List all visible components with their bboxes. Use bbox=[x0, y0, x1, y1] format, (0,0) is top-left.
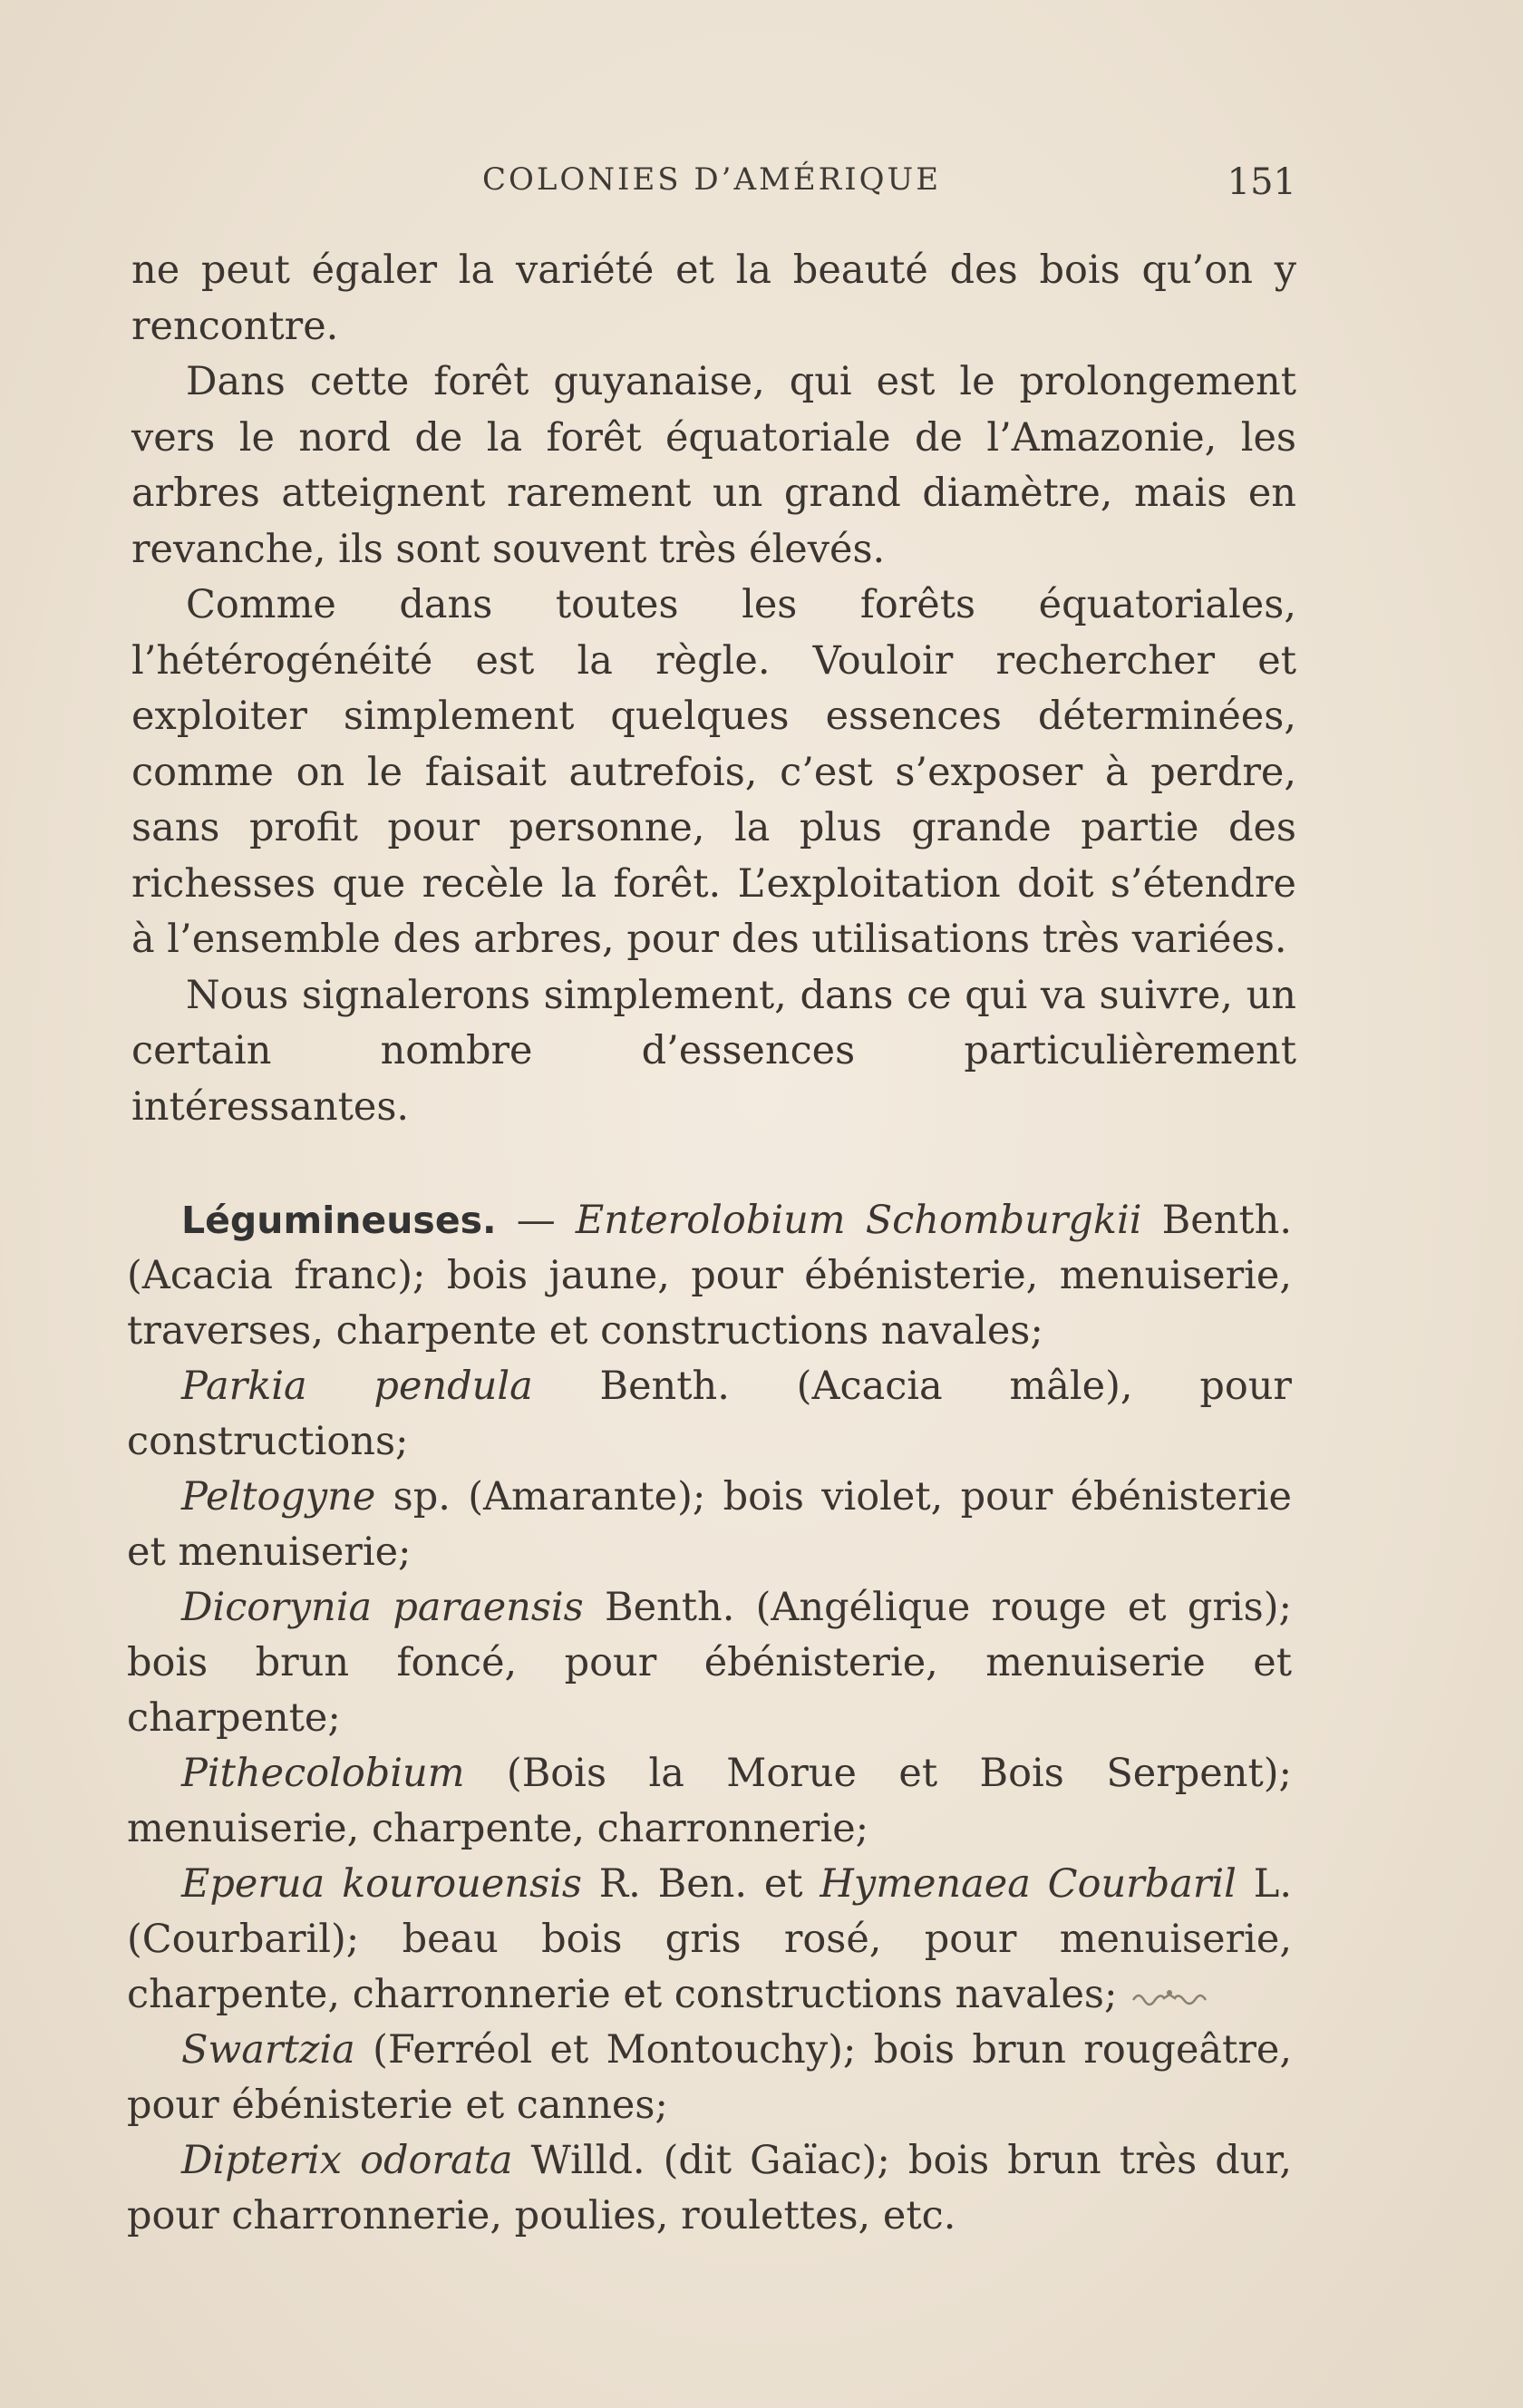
paragraph-3: Comme dans toutes les forêts équatoriales, l’hétérogénéité est la règle. Vouloir rechercher et exploiter simplement quelques essences déterminées, comme on le faisait autrefois, c’est s’exposer à perdre, sans profit pour personne, la plus grande partie des richesses que recèle la forêt. L’exploitation doit s’étendre à l’ensemble des arbres, pour des utilisations très variées. bbox=[131, 582, 1296, 962]
entry-5 bbox=[127, 1746, 1292, 1857]
printer-ornament-icon bbox=[1130, 1987, 1211, 2007]
entry-1 bbox=[127, 1193, 1292, 1359]
entry-text: (Ferréol et Montouchy); bois brun rougeâtre, pour ébénisterie et cannes; bbox=[127, 2027, 1292, 2128]
species-name: Swartzia bbox=[181, 2027, 355, 2073]
entry-4 bbox=[127, 1580, 1292, 1746]
entry-text: R. Ben. et bbox=[581, 1861, 820, 1907]
entry-8 bbox=[127, 2133, 1292, 2244]
paragraph-2: Dans cette forêt guyanaise, qui est le prolongement vers le nord de la forêt équatoriale de l’Amazonie, les arbres atteignent rarement un grand diamètre, mais en revanche, ils sont souvent très élevés. bbox=[131, 359, 1296, 572]
species-name: Enterolobium Schomburgkii bbox=[575, 1198, 1142, 1243]
entry-text: (Bois la Morue et Bois Serpent); menuiserie, charpente, charronnerie; bbox=[127, 1751, 1292, 1851]
species-name: Peltogyne bbox=[181, 1474, 376, 1520]
section-legumineuses bbox=[127, 1193, 1292, 2244]
entry-6 bbox=[127, 1857, 1292, 2023]
species-name: Eperua kourouensis bbox=[181, 1861, 582, 1907]
section-title: Légumineuses. bbox=[181, 1199, 497, 1242]
page-number: 151 bbox=[1227, 161, 1296, 203]
species-name: Pithecolobium bbox=[181, 1751, 465, 1796]
entry-text: sp. (Amarante); bois violet, pour ébénisterie et menuiserie; bbox=[127, 1474, 1292, 1575]
species-name: Parkia pendula bbox=[181, 1364, 533, 1409]
entry-2 bbox=[127, 1359, 1292, 1470]
title-dash: — bbox=[496, 1198, 576, 1243]
page-header bbox=[127, 161, 1296, 207]
paragraph-4: Nous signalerons simplement, dans ce qui va suivre, un certain nombre d’essences particulièrement intéressantes. bbox=[131, 972, 1296, 1130]
paragraph-1: ne peut égaler la variété et la beauté des bois qu’on y rencontre. bbox=[131, 248, 1296, 349]
entry-text: Willd. (dit Gaïac); bois brun très dur, pour charronnerie, poulies, roulettes, etc. bbox=[127, 2138, 1292, 2238]
body-text bbox=[131, 243, 1296, 1135]
entry-text: Benth. (Angélique rouge et gris); bois brun foncé, pour ébénisterie, menuiserie et charpente; bbox=[127, 1585, 1292, 1741]
entry-text: Benth. (Acacia franc); bois jaune, pour ébénisterie, menuiserie, traverses, charpente et constructions navales; bbox=[127, 1198, 1292, 1354]
species-name: Dipterix odorata bbox=[181, 2138, 513, 2183]
species-name: Dicorynia paraensis bbox=[181, 1585, 584, 1630]
species-name-2: Hymenaea Courbaril bbox=[820, 1861, 1237, 1907]
entry-7 bbox=[127, 2023, 1292, 2133]
entry-3 bbox=[127, 1470, 1292, 1580]
entry-text-2: L. (Courbaril); beau bois gris rosé, pour menuiserie, charpente, charronnerie et constructions navales; bbox=[127, 1861, 1292, 2017]
running-head: COLONIES D’AMÉRIQUE bbox=[481, 161, 942, 198]
entry-text: Benth. (Acacia mâle), pour constructions; bbox=[127, 1364, 1292, 1464]
